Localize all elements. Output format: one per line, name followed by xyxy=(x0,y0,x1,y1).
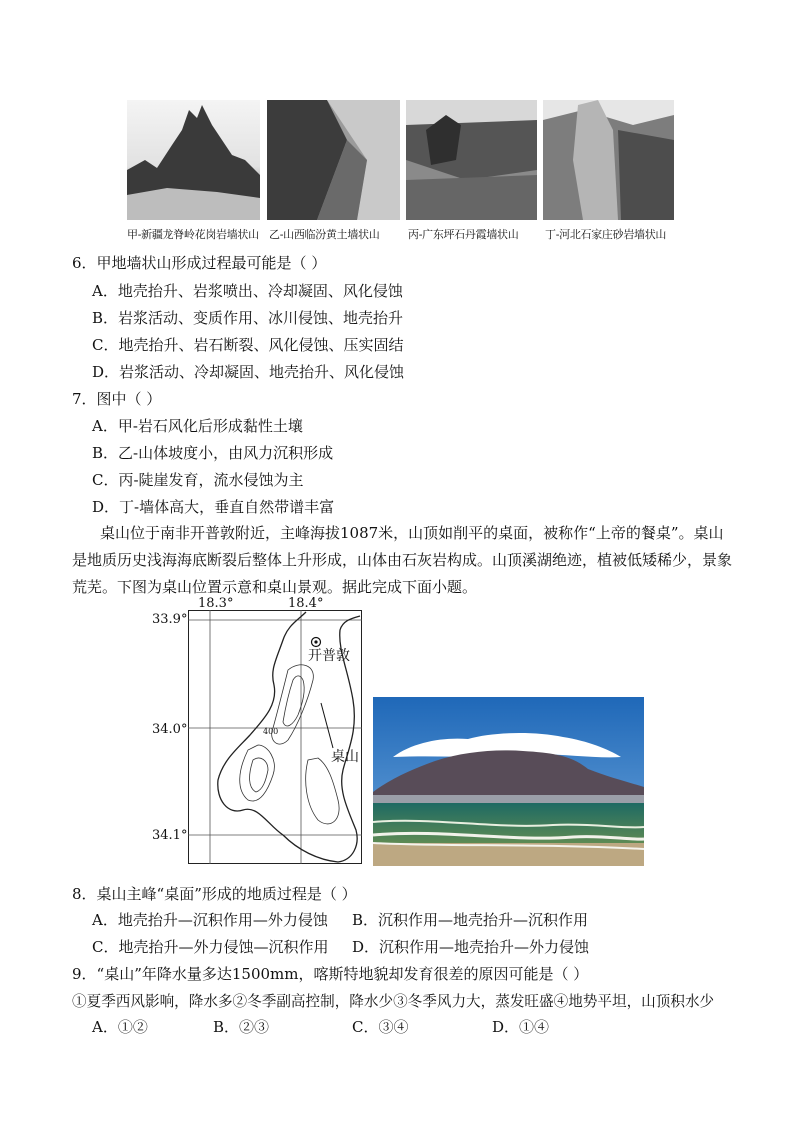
photo-caption-bing: 丙-广东坪石丹霞墙状山 xyxy=(408,228,519,241)
photo-bing xyxy=(406,100,537,220)
question-7-stem: 7．图中（ ） xyxy=(72,390,162,408)
mountain-pointer-line xyxy=(321,703,333,748)
table-mountain-photo xyxy=(373,697,644,866)
lon-label-18-4: 18.4° xyxy=(288,596,324,611)
question-8-option-b[interactable]: B．沉积作用—地壳抬升—沉积作用 xyxy=(352,911,589,929)
contour-line xyxy=(240,745,275,801)
passage-text: 桌山位于南非开普敦附近，主峰海拔1087米，山顶如削平的桌面，被称作“上帝的餐桌”。桌山是地质历史浅海海底断裂后整体上升形成，山体由石灰岩构成。山顶溪湖绝迹，植被低矮稀少，景象荒芜。下图为桌山位置示意和桌山景观。据此完成下面小题。 xyxy=(72,524,733,596)
photo-caption-jia: 甲-新疆龙脊岭花岗岩墙状山 xyxy=(127,228,259,241)
lat-label-34-1: 34.1° xyxy=(152,828,188,843)
granite-ridge-image xyxy=(127,100,260,220)
contour-line xyxy=(306,758,339,824)
question-8-stem: 8．桌山主峰“桌面”形成的地质过程是（ ） xyxy=(72,885,357,903)
question-7-option-d[interactable]: D．丁-墙体高大，垂直自然带谱丰富 xyxy=(92,498,335,516)
question-9-option-d[interactable]: D．①④ xyxy=(492,1018,550,1036)
photo-caption-yi: 乙-山西临汾黄土墙状山 xyxy=(269,228,380,241)
map-mountain-label: 桌山 xyxy=(331,749,359,765)
question-7-option-b[interactable]: B．乙-山体坡度小，由风力沉积形成 xyxy=(92,444,334,462)
question-6-option-a[interactable]: A．地壳抬升、岩浆喷出、冷却凝固、风化侵蚀 xyxy=(92,282,403,300)
question-7-option-c[interactable]: C．丙-陡崖发育，流水侵蚀为主 xyxy=(92,471,304,489)
question-6-option-b[interactable]: B．岩浆活动、变质作用、冰川侵蚀、地壳抬升 xyxy=(92,309,404,327)
question-9-option-a[interactable]: A．①② xyxy=(92,1018,148,1036)
question-8-option-a[interactable]: A．地壳抬升—沉积作用—外力侵蚀 xyxy=(92,911,328,929)
question-8-option-c[interactable]: C．地壳抬升—外力侵蚀—沉积作用 xyxy=(92,938,329,956)
photo-ding xyxy=(543,100,674,220)
question-9-option-c[interactable]: C．③④ xyxy=(352,1018,409,1036)
map-contour-label: 400 xyxy=(263,727,279,736)
lat-label-33-9: 33.9° xyxy=(152,612,188,627)
danxia-wall-image xyxy=(406,100,537,220)
lon-label-18-3: 18.3° xyxy=(198,596,234,611)
question-6-option-c[interactable]: C．地壳抬升、岩石断裂、风化侵蚀、压实固结 xyxy=(92,336,404,354)
question-7-option-a[interactable]: A．甲-岩石风化后形成黏性土壤 xyxy=(92,417,303,435)
contour-line xyxy=(250,758,268,792)
question-9-option-b[interactable]: B．②③ xyxy=(213,1018,270,1036)
question-9-stem: 9．“桌山”年降水量多达1500mm，喀斯特地貌却发育很差的原因可能是（ ） xyxy=(72,965,589,983)
photo-caption-ding: 丁-河北石家庄砂岩墙状山 xyxy=(545,228,667,241)
question-6-stem: 6．甲地墙状山形成过程最可能是（ ） xyxy=(72,254,327,272)
map-city-label: 开普敦 xyxy=(308,648,350,664)
sandstone-wall-image xyxy=(543,100,674,220)
question-8-option-d[interactable]: D．沉积作用—地壳抬升—外力侵蚀 xyxy=(352,938,590,956)
lat-label-34-0: 34.0° xyxy=(152,722,188,737)
question-6-option-d[interactable]: D．岩浆活动、冷却凝固、地壳抬升、风化侵蚀 xyxy=(92,363,405,381)
question-9-statements: ①夏季西风影响，降水多②冬季副高控制，降水少③冬季风力大，蒸发旺盛④地势平坦，山顶积水少 xyxy=(72,993,715,1010)
photo-jia xyxy=(127,100,260,220)
photo-yi xyxy=(267,100,400,220)
loess-wall-image xyxy=(267,100,400,220)
